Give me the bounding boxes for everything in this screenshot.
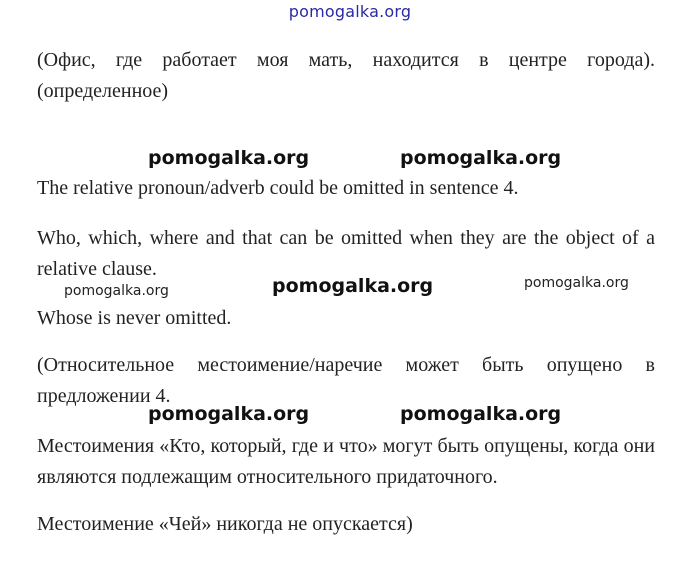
- watermark-6: pomogalka.org: [148, 403, 310, 425]
- site-header-watermark: pomogalka.org: [288, 2, 412, 21]
- paragraph-whose-russian: Местоимение «Чей» никогда не опускается): [37, 513, 413, 535]
- watermark-4: pomogalka.org: [272, 275, 434, 297]
- watermark-3: pomogalka.org: [64, 283, 169, 299]
- watermark-5: pomogalka.org: [524, 275, 629, 291]
- paragraph-pronouns-russian: Местоимения «Кто, который, где и что» могут быть опущены, когда они являются подлежащим относительного придаточного.: [37, 435, 655, 488]
- watermark-1: pomogalka.org: [148, 147, 310, 169]
- paragraph-office-translation: (Офис, где работает моя мать, находится в центре города). (определенное): [37, 49, 655, 102]
- watermark-7: pomogalka.org: [400, 403, 562, 425]
- paragraph-who-which: Who, which, where and that can be omitted when they are the object of a relative clause.: [37, 227, 655, 280]
- watermark-2: pomogalka.org: [400, 147, 562, 169]
- paragraph-omitted-sentence: The relative pronoun/adverb could be omitted in sentence 4.: [37, 177, 519, 199]
- paragraph-whose: Whose is never omitted.: [37, 307, 232, 329]
- paragraph-relative-russian: (Относительное местоимение/наречие может быть опущено в предложении 4.: [37, 354, 655, 407]
